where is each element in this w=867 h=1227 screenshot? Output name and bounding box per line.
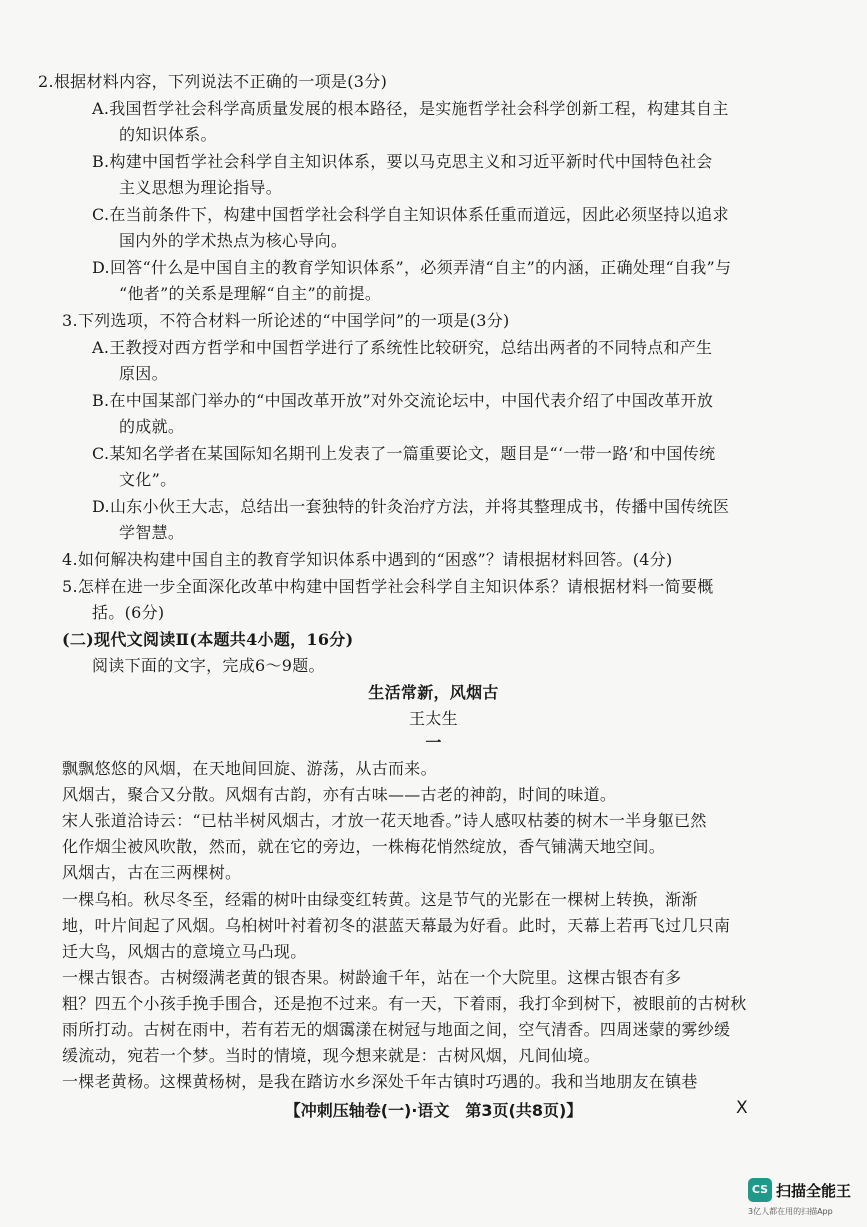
q3-option-c-cont: 文化”。 — [119, 470, 177, 489]
q3-stem: 3.下列选项，不符合材料一所论述的“中国学问”的一项是(3分) — [62, 311, 510, 330]
q3-option-c: C.某知名学者在某国际知名期刊上发表了一篇重要论文，题目是“‘一带一路’和中国传统 — [92, 444, 716, 463]
q5-stem-cont: 括。(6分) — [92, 603, 165, 622]
text-line: 风烟古，古在三两棵树。 — [62, 863, 242, 882]
q2-option-d: D.回答“什么是中国自主的教育学知识体系”，必须弄清“自主”的内涵，正确处理“自我”与 — [92, 258, 732, 277]
q3-option-d: D.山东小伙王大志，总结出一套独特的针灸治疗方法，并将其整理成书，传播中国传统医 — [92, 497, 730, 516]
q4-stem: 4.如何解决构建中国自主的教育学知识体系中遇到的“困惑”？请根据材料回答。(4分) — [62, 550, 673, 569]
q3-option-b: B.在中国某部门举办的“中国改革开放”对外交流论坛中，中国代表介绍了中国改革开放 — [92, 391, 714, 410]
text-line: 一棵老黄杨。这棵黄杨树，是我在踏访水乡深处千年古镇时巧遇的。我和当地朋友在镇巷 — [62, 1072, 698, 1091]
q3-option-b-cont: 的成就。 — [119, 417, 185, 436]
q2-option-b-cont: 主义思想为理论指导。 — [119, 178, 283, 197]
instruction: 阅读下面的文字，完成6～9题。 — [92, 656, 325, 675]
q2-option-a: A.我国哲学社会科学高质量发展的根本路径，是实施哲学社会科学创新工程，构建其自主 — [92, 99, 729, 118]
article-title: 生活常新，风烟古 — [368, 683, 499, 702]
scanner-tagline: 3亿人都在用的扫描App — [748, 1207, 833, 1216]
camscanner-logo-icon: CS — [748, 1178, 772, 1202]
text-line: 宋人张道洽诗云：“已枯半树风烟古，才放一花天地香。”诗人感叹枯萎的树木一半身躯已然 — [62, 811, 707, 830]
page-footer: 【冲刺压轴卷(一)·语文 第3页(共8页)】 — [284, 1101, 583, 1120]
q2-option-d-cont: “他者”的关系是理解“自主”的前提。 — [119, 284, 382, 303]
article-author: 王太生 — [409, 709, 458, 728]
text-line: 地，叶片间起了风烟。乌桕树叶衬着初冬的湛蓝天幕最为好看。此时，天幕上若再飞过几只南 — [62, 916, 731, 935]
q2-option-c-cont: 国内外的学术热点为核心导向。 — [119, 231, 348, 250]
q3-option-a: A.王教授对西方哲学和中国哲学进行了系统性比较研究，总结出两者的不同特点和产生 — [92, 338, 713, 357]
q5-stem: 5.怎样在进一步全面深化改革中构建中国哲学社会科学自主知识体系？请根据材料一简要概 — [62, 577, 714, 596]
text-line: 一棵古银杏。古树缀满老黄的银杏果。树龄逾千年，站在一个大院里。这棵古银杏有多 — [62, 968, 682, 987]
text-line: 迁大鸟，风烟古的意境立马凸现。 — [62, 942, 307, 961]
text-line: 粗？四五个小孩手挽手围合，还是抱不过来。有一天，下着雨，我打伞到树下，被眼前的古树秋 — [62, 994, 747, 1013]
text-line: 一棵乌桕。秋尽冬至，经霜的树叶由绿变红转黄。这是节气的光影在一棵树上转换，渐渐 — [62, 890, 698, 909]
q2-option-a-cont: 的知识体系。 — [119, 125, 217, 144]
section-heading: (二)现代文阅读Ⅱ(本题共4小题，16分) — [62, 630, 354, 649]
text-line: 化作烟尘被风吹散，然而，就在它的旁边，一株梅花悄然绽放，香气铺满天地空间。 — [62, 837, 666, 856]
part-number: 一 — [425, 733, 442, 752]
text-line: 雨所打动。古树在雨中，若有若无的烟霭漾在树冠与地面之间，空气清香。四周迷蒙的雾纱缓 — [62, 1020, 731, 1039]
text-line: 飘飘悠悠的风烟，在天地间回旋、游荡，从古而来。 — [62, 759, 437, 778]
q2-option-c: C.在当前条件下，构建中国哲学社会科学自主知识体系任重而道远，因此必须坚持以追求 — [92, 205, 729, 224]
scanner-badge — [748, 1178, 866, 1224]
q3-option-d-cont: 学智慧。 — [119, 523, 185, 542]
q2-stem: 2.根据材料内容，下列说法不正确的一项是(3分) — [38, 72, 388, 91]
scanner-app-name: 扫描全能王 — [776, 1182, 852, 1200]
footer-mark: X — [736, 1098, 748, 1118]
text-line: 缓流动，宛若一个梦。当时的情境，现今想来就是：古树风烟，凡间仙境。 — [62, 1046, 600, 1065]
text-line: 风烟古，聚合又分散。风烟有古韵，亦有古味——古老的神韵，时间的味道。 — [62, 785, 617, 804]
q3-option-a-cont: 原因。 — [119, 364, 168, 383]
q2-option-b: B.构建中国哲学社会科学自主知识体系，要以马克思主义和习近平新时代中国特色社会 — [92, 152, 713, 171]
